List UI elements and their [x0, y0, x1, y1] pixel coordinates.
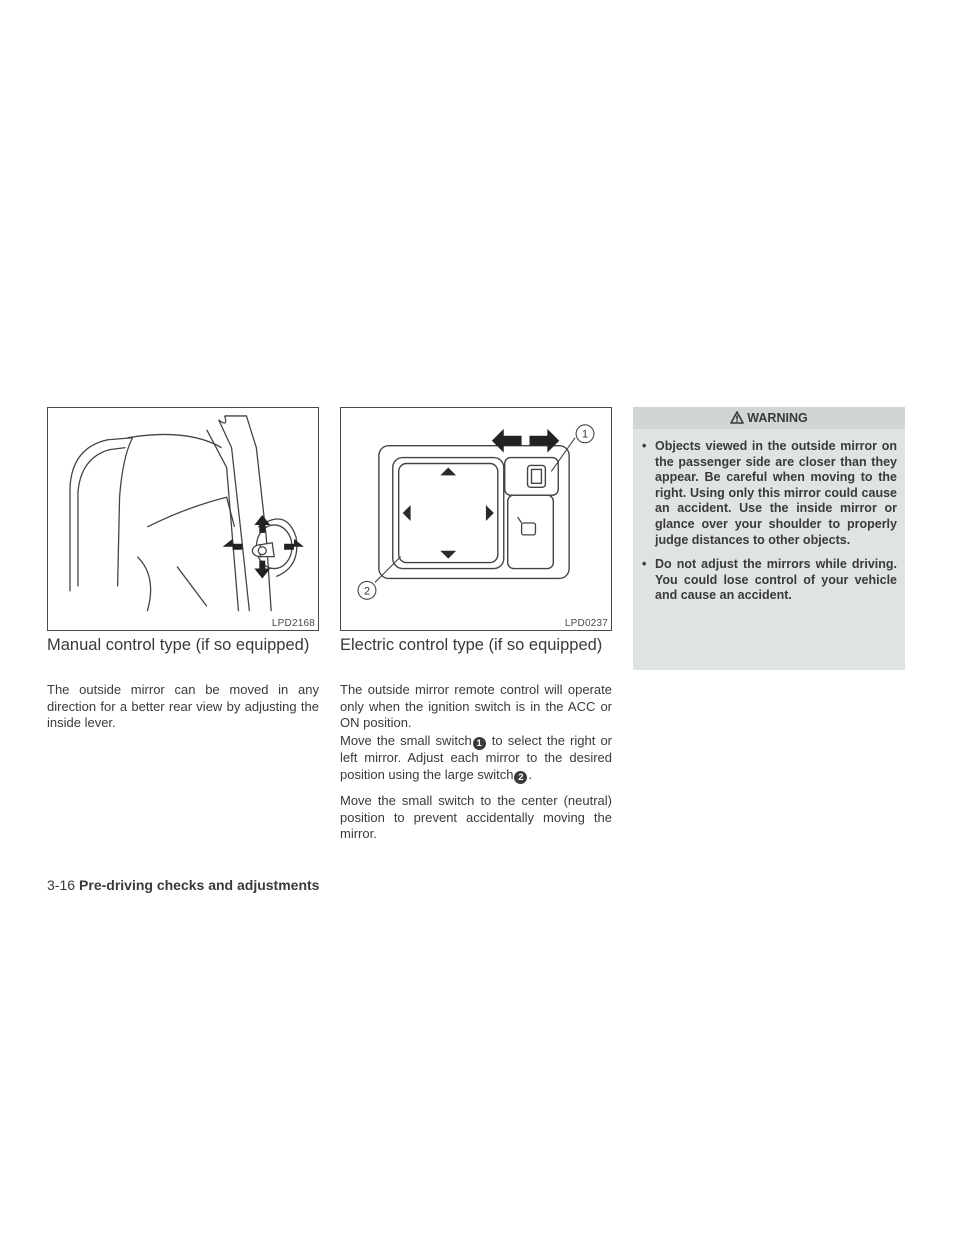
section-title: Pre-driving checks and adjustments — [79, 877, 320, 893]
electric-control-paragraph-3: Move the small switch to the center (neutral) position to prevent accidentally moving the mirror. — [340, 793, 612, 841]
callout-1-label: 1 — [581, 428, 589, 441]
electric-control-paragraph-2 — [340, 733, 612, 784]
warning-item: • Do not adjust the mirrors while driving. You could lose control of your vehicle and cause an accident. — [641, 557, 897, 604]
manual-mirror-illustration — [48, 408, 318, 630]
electric-control-paragraph-1: The outside mirror remote control will operate only when the ignition switch is in the ACC or ON position. — [340, 682, 612, 730]
warning-title: WARNING — [747, 411, 808, 425]
electric-switch-illustration — [341, 408, 611, 630]
text-segment: Move the small switch — [340, 733, 472, 748]
page-footer — [47, 877, 319, 893]
manual-mirror-figure — [47, 407, 319, 631]
electric-control-heading: Electric control type (if so equipped) — [340, 636, 603, 654]
warning-item: • Objects viewed in the outside mirror on the passenger side are closer than they appear. Be careful when moving to the right. Using only this mirror could cause an accident. Use the inside mirror or glance over your shoulder to properly judge distances to other objects. — [641, 439, 897, 548]
callout-2-label: 2 — [363, 585, 371, 598]
text-segment: . — [528, 766, 533, 782]
warning-triangle-icon — [730, 409, 744, 431]
figure-code: LPD2168 — [271, 618, 315, 629]
electric-mirror-figure — [340, 407, 612, 631]
page-number: 3-16 — [47, 877, 76, 893]
warning-list — [633, 429, 905, 604]
callout-number-1: 1 — [473, 737, 486, 750]
text-segment: to select the right or left mirror. Adjust each mirror to the desired position using the large switch — [340, 733, 613, 782]
callout-number-2: 2 — [514, 771, 527, 784]
warning-header — [633, 407, 905, 429]
manual-control-body: The outside mirror can be moved in any direction for a better rear view by adjusting the inside lever. — [47, 682, 319, 730]
warning-box — [633, 407, 905, 670]
figure-code: LPD0237 — [564, 618, 608, 629]
manual-control-heading: Manual control type (if so equipped) — [47, 636, 310, 654]
